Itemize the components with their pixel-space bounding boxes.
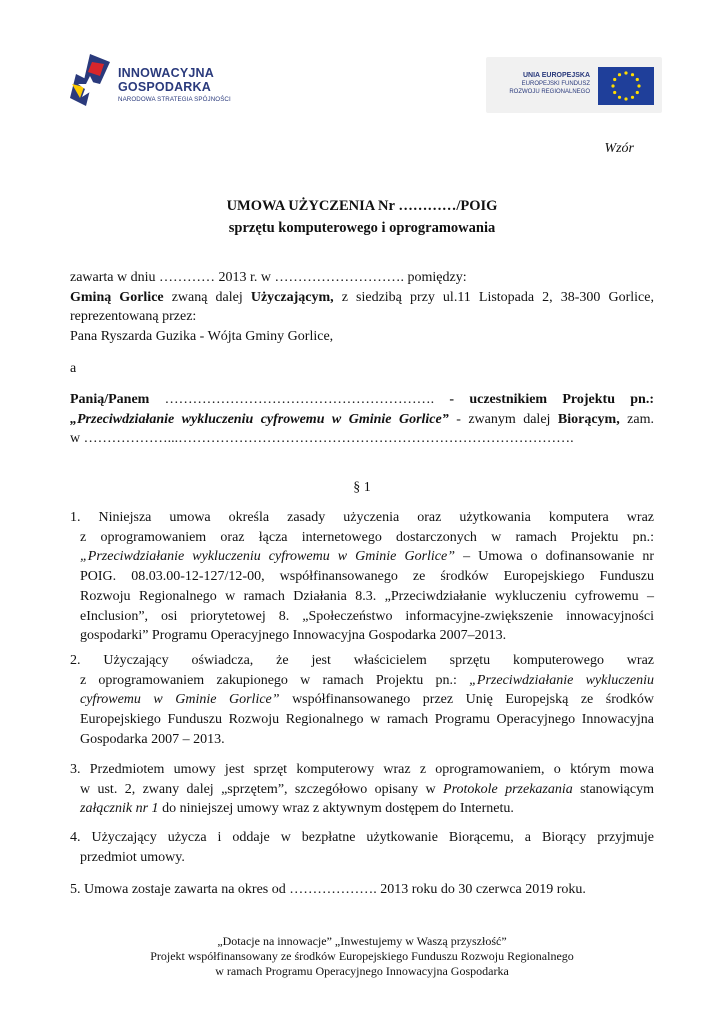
uzyczajacy-label: Użyczającym, bbox=[250, 289, 334, 305]
project-text2: zam. bbox=[619, 411, 654, 427]
project-name: „Przeciwdziałanie wykluczeniu cyfrowemu w Gminie Gorlice” bbox=[70, 411, 449, 427]
point-2-line2-text: z oprogramowaniem zakupionego w ramach Projektu pn.: bbox=[80, 672, 470, 688]
point-2-line3-text: współfinansowanego przez Unię Europejską ze środków bbox=[279, 692, 654, 708]
point-3 bbox=[70, 760, 654, 819]
point-1-line4: POIG. 08.03.00-12-127/12-00, współfinansowanego ze środków Europejskiego Funduszu bbox=[80, 569, 654, 585]
parties-line-represented: reprezentowaną przez: bbox=[70, 309, 197, 324]
conjunction-a: a bbox=[70, 361, 77, 376]
point-3-line2-text: w ust. 2, zwany dalej „sprzętem”, szczegółowo opisany w bbox=[80, 781, 444, 797]
parties-line-date: zawarta w dniu ………… 2013 r. w ………………………. pomiędzy: bbox=[70, 270, 467, 285]
point-3-line3-text: do niniejszej umowy wraz z aktywnym dostępem do Internetu. bbox=[158, 801, 514, 817]
participant-line2 bbox=[70, 410, 654, 430]
point-3-zalacznik: załącznik nr 1 bbox=[80, 801, 159, 817]
ig-logo-icon bbox=[70, 54, 110, 106]
parties-line-gmina bbox=[70, 288, 654, 308]
logo-right-line1: UNIA EUROPEJSKA bbox=[522, 72, 590, 79]
point-5-line1: 5. Umowa zostaje zawarta na okres od ………………. 2013 roku do 30 czerwca 2019 roku. bbox=[70, 882, 586, 897]
footer-line1: „Dotacje na innowacje” „Inwestujemy w Waszą przyszłość” bbox=[217, 934, 507, 948]
document-subtitle: sprzętu komputerowego i oprogramowania bbox=[228, 220, 496, 236]
participant-block bbox=[70, 390, 654, 449]
point-3-protokol: Protokole przekazania bbox=[443, 781, 573, 797]
uczestnik-label: - uczestnikiem Projektu pn.: bbox=[434, 392, 654, 407]
point-5 bbox=[70, 880, 654, 900]
point-3-line1: 3. Przedmiotem umowy jest sprzęt komputerowy wraz z oprogramowaniem, o którym mowa bbox=[70, 762, 654, 777]
gmina-text1: zwaną dalej bbox=[163, 289, 251, 305]
point-3-line2 bbox=[70, 780, 654, 800]
biorący-label: Biorącym, bbox=[557, 411, 620, 427]
participant-line1 bbox=[70, 390, 654, 410]
logo-left-line2: GOSPODARKA bbox=[118, 80, 211, 94]
point-1-project: „Przeciwdziałanie wykluczeniu cyfrowemu w Gminie Gorlice” bbox=[80, 549, 456, 565]
point-1 bbox=[70, 508, 654, 646]
pani-dots: …………………………………………………. bbox=[149, 392, 435, 407]
wzor-label: Wzór bbox=[604, 141, 634, 156]
pani-panem: Panią/Panem bbox=[70, 392, 150, 407]
point-2-line5: Gospodarka 2007 – 2013. bbox=[80, 731, 225, 747]
point-2-line1: 2. Użyczający oświadcza, że jest właścicielem sprzętu komputerowego wraz bbox=[70, 653, 654, 668]
logo-right-line3: ROZWOJU REGIONALNEGO bbox=[509, 89, 590, 95]
eu-flag-icon bbox=[598, 67, 654, 105]
point-1-after: – Umowa o dofinansowanie nr bbox=[455, 549, 654, 565]
point-1-line7: gospodarki” Programu Operacyjnego Innowacyjna Gospodarka 2007–2013. bbox=[80, 628, 507, 644]
point-1-line1: 1. Niniejsza umowa określa zasady użyczenia oraz użytkowania komputera wraz bbox=[70, 510, 654, 525]
point-1-line3 bbox=[70, 547, 654, 567]
gmina-name: Gminą Gorlice bbox=[70, 289, 164, 305]
logo-right-line2: EUROPEJSKI FUNDUSZ bbox=[521, 81, 590, 87]
point-3-line2-text2: stanowiącym bbox=[572, 781, 654, 797]
point-3-line3 bbox=[70, 799, 654, 819]
parties-block bbox=[70, 268, 654, 346]
point-1-line5: Rozwoju Regionalnego w ramach Działania 8.3. „Przeciwdziałanie wykluczeniu cyfrowemu – bbox=[80, 588, 654, 604]
point-4-line2: przedmiot umowy. bbox=[80, 849, 185, 865]
participant-line3: w ………………...…………………………………………………………………………. bbox=[70, 431, 574, 446]
point-2-line2 bbox=[70, 671, 654, 691]
footer-line3: w ramach Programu Operacyjnego Innowacyjna Gospodarka bbox=[215, 964, 509, 978]
gmina-text2: z siedzibą przy ul.11 Listopada 2, 38-300 Gorlice, bbox=[333, 289, 654, 305]
point-4-line1: 4. Użyczający użycza i oddaje w bezpłatne użytkowanie Biorącemu, a Biorący przyjmuje bbox=[70, 830, 654, 845]
footer-line2: Projekt współfinansowany ze środków Europejskiego Funduszu Rozwoju Regionalnego bbox=[150, 949, 574, 963]
point-1-line2: z oprogramowaniem oraz łącza internetowego dostarczonych w ramach Projektu pn.: bbox=[80, 529, 654, 545]
footer bbox=[0, 934, 724, 979]
document-title: UMOWA UŻYCZENIA Nr …………/POIG bbox=[226, 198, 498, 214]
parties-line-wojt: Pana Ryszarda Guzika - Wójta Gminy Gorlice, bbox=[70, 328, 334, 344]
eu-logo bbox=[486, 57, 662, 113]
point-2-line3 bbox=[70, 690, 654, 710]
point-2-line2-italic: „Przeciwdziałanie wykluczeniu bbox=[469, 672, 654, 688]
logo-left-line3: NARODOWA STRATEGIA SPÓJNOŚCI bbox=[118, 96, 231, 103]
project-text: - zwanym dalej bbox=[448, 411, 558, 427]
point-2 bbox=[70, 651, 654, 750]
point-2-line3-italic: cyfrowemu w Gminie Gorlice” bbox=[80, 692, 280, 708]
section-mark: § 1 bbox=[353, 480, 371, 495]
innowacyjna-gospodarka-logo bbox=[70, 52, 270, 112]
point-4 bbox=[70, 828, 654, 867]
logo-left-line1: INNOWACYJNA bbox=[118, 66, 214, 80]
point-1-line6: eInclusion”, osi priorytetowej 8. „Społeczeństwo informacyjne-zwiększenie innowacyjności bbox=[80, 608, 654, 624]
point-2-line4: Europejskiego Funduszu Rozwoju Regionalnego w ramach Programu Operacyjnego Innowacyjna bbox=[80, 712, 654, 728]
